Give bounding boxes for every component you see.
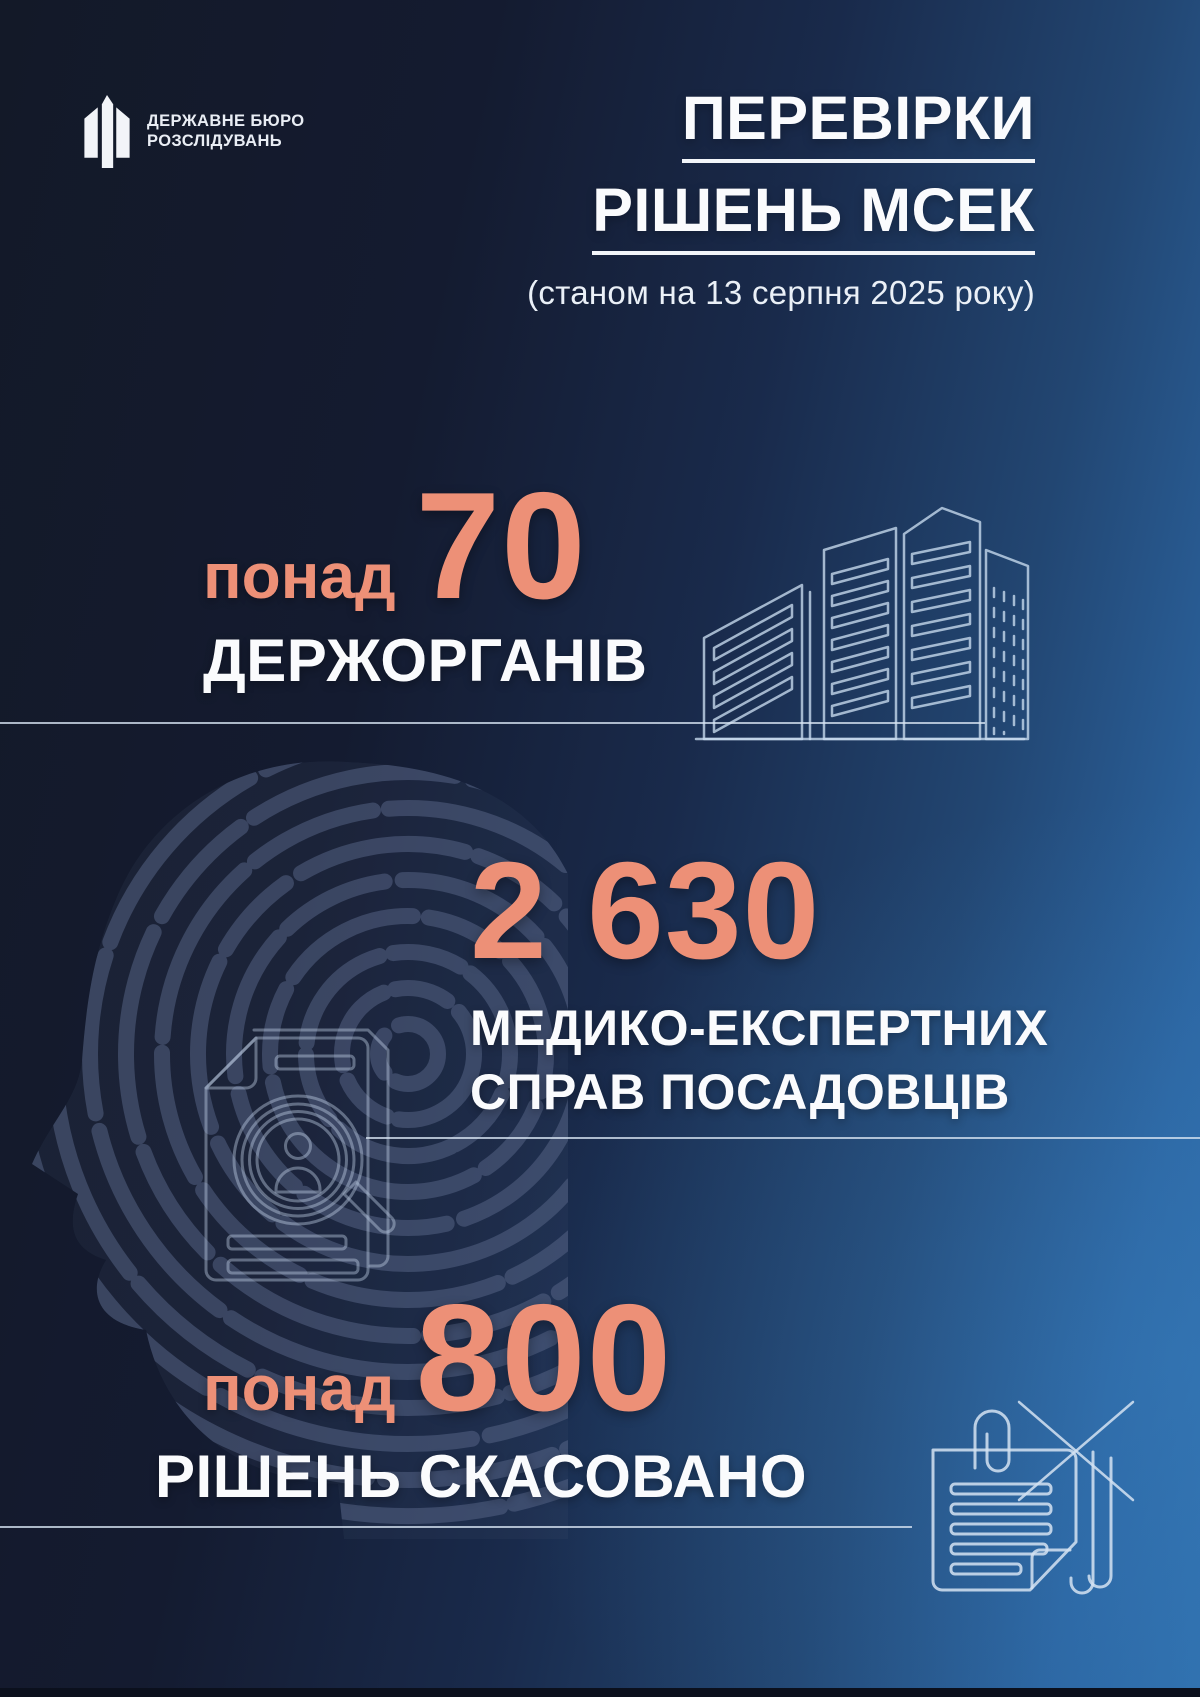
stat-cancelled-decisions-value: 800 — [415, 1273, 673, 1443]
stat-cancelled-decisions — [155, 1273, 808, 1511]
stat-cancelled-decisions-prefix: понад — [203, 1352, 396, 1424]
stat-medical-cases-label-line1: МЕДИКО-ЕКСПЕРТНИХ — [470, 1000, 1049, 1056]
stat-state-bodies-label: ДЕРЖОРГАНІВ — [203, 627, 648, 694]
personnel-file-magnifier-icon — [172, 1008, 472, 1308]
stat-state-bodies — [203, 461, 648, 695]
cancelled-document-icon — [893, 1392, 1143, 1642]
brand-name — [147, 111, 305, 151]
page-subtitle: (станом на 13 серпня 2025 року) — [527, 274, 1035, 312]
header — [527, 86, 1035, 312]
stat-medical-cases — [470, 834, 1049, 1124]
brand-name-line1: ДЕРЖАВНЕ БЮРО — [147, 112, 305, 130]
government-buildings-icon — [690, 488, 1030, 743]
bottom-edge-bar — [0, 1688, 1200, 1697]
stat-medical-cases-label — [470, 996, 1048, 1124]
page-title-line2: РІШЕНЬ МСЕК — [592, 178, 1035, 255]
stat-cancelled-decisions-label: РІШЕНЬ СКАСОВАНО — [155, 1443, 808, 1510]
section-divider-2 — [366, 1137, 1200, 1139]
stat-medical-cases-label-line2: СПРАВ ПОСАДОВЦІВ — [470, 1064, 1010, 1120]
dbr-trident-logo-icon — [84, 94, 130, 168]
brand-name-line2: РОЗСЛІДУВАНЬ — [147, 132, 283, 150]
page-title-line1: ПЕРЕВІРКИ — [682, 86, 1035, 163]
stat-state-bodies-prefix: понад — [203, 540, 396, 612]
section-divider-3 — [0, 1526, 912, 1528]
stat-state-bodies-value: 70 — [415, 461, 587, 631]
section-divider-1 — [0, 722, 985, 724]
brand-block — [84, 94, 305, 168]
stat-medical-cases-value: 2 630 — [470, 834, 821, 988]
